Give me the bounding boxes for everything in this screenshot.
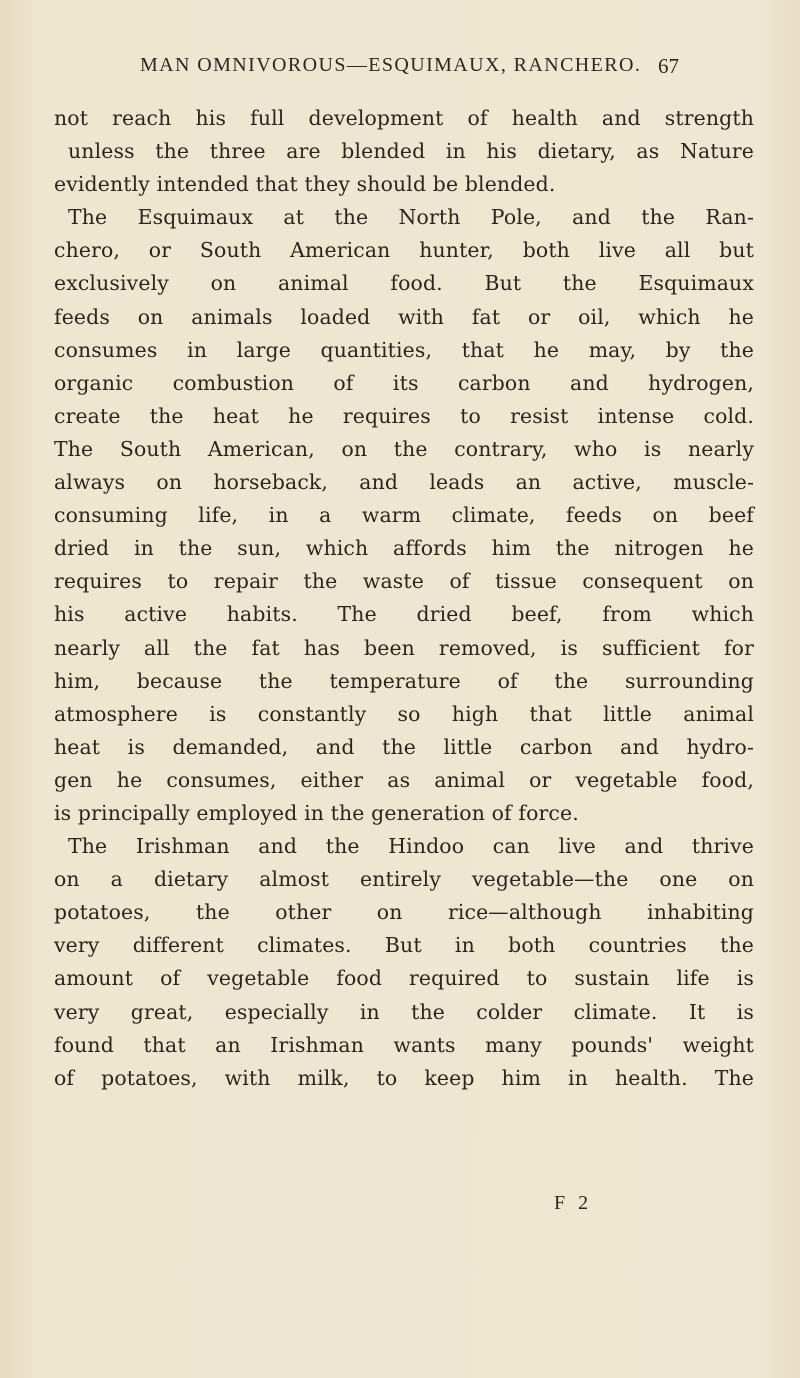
text-line: his active habits. The dried beef, from which xyxy=(54,602,754,627)
text-line: very different climates. But in both countries the xyxy=(54,933,754,958)
text-line: consumes in large quantities, that he may, by the xyxy=(54,337,754,362)
text-line: on a dietary almost entirely vegetable—the one on xyxy=(54,867,754,892)
text-line: potatoes, the other on rice—although inhabiting xyxy=(54,900,754,925)
text-line: organic combustion of its carbon and hydrogen, xyxy=(54,370,754,395)
text-line: not reach his full development of health and strength xyxy=(54,106,754,130)
text-line: evidently intended that they should be blended. xyxy=(54,172,556,197)
text-line: requires to repair the waste of tissue consequent on xyxy=(54,569,754,594)
text-line: consuming life, in a warm climate, feeds on beef xyxy=(54,503,754,528)
text-line: atmosphere is constantly so high that little animal xyxy=(54,701,754,726)
running-head xyxy=(0,54,800,84)
text-line: gen he consumes, either as animal or vegetable food, xyxy=(54,767,754,792)
signature-mark: F 2 xyxy=(554,1192,593,1214)
text-line: dried in the sun, which affords him the nitrogen he xyxy=(54,536,754,561)
text-line: him, because the temperature of the surrounding xyxy=(54,668,754,693)
paragraph-start-line: The Irishman and the Hindoo can live and thrive xyxy=(68,834,754,859)
text-line: exclusively on animal food. But the Esquimaux xyxy=(54,271,754,296)
text-line: amount of vegetable food required to sustain life is xyxy=(54,966,754,991)
text-line: nearly all the fat has been removed, is sufficient for xyxy=(54,635,754,660)
text-line: chero, or South American hunter, both live all but xyxy=(54,238,754,263)
text-line: found that an Irishman wants many pounds' weight xyxy=(54,1032,754,1057)
running-head-title: MAN OMNIVOROUS—ESQUIMAUX, RANCHERO. xyxy=(140,54,642,76)
text-line: very great, especially in the colder climate. It is xyxy=(54,999,754,1024)
text-line: create the heat he requires to resist intense cold. xyxy=(54,403,754,428)
text-line: heat is demanded, and the little carbon and hydro- xyxy=(54,734,754,759)
text-line: is principally employed in the generation of force. xyxy=(54,800,579,825)
text-line: unless the three are blended in his dietary, as Nature xyxy=(68,139,754,164)
paragraph-start-line: The Esquimaux at the North Pole, and the Ran- xyxy=(68,205,754,230)
page-number: 67 xyxy=(658,54,679,78)
text-line: The South American, on the contrary, who is nearly xyxy=(54,436,754,461)
text-line: feeds on animals loaded with fat or oil, which he xyxy=(54,304,754,329)
body-text xyxy=(54,102,754,1095)
text-line: of potatoes, with milk, to keep him in health. The xyxy=(54,1065,754,1090)
text-line: always on horseback, and leads an active, muscle- xyxy=(54,470,754,495)
